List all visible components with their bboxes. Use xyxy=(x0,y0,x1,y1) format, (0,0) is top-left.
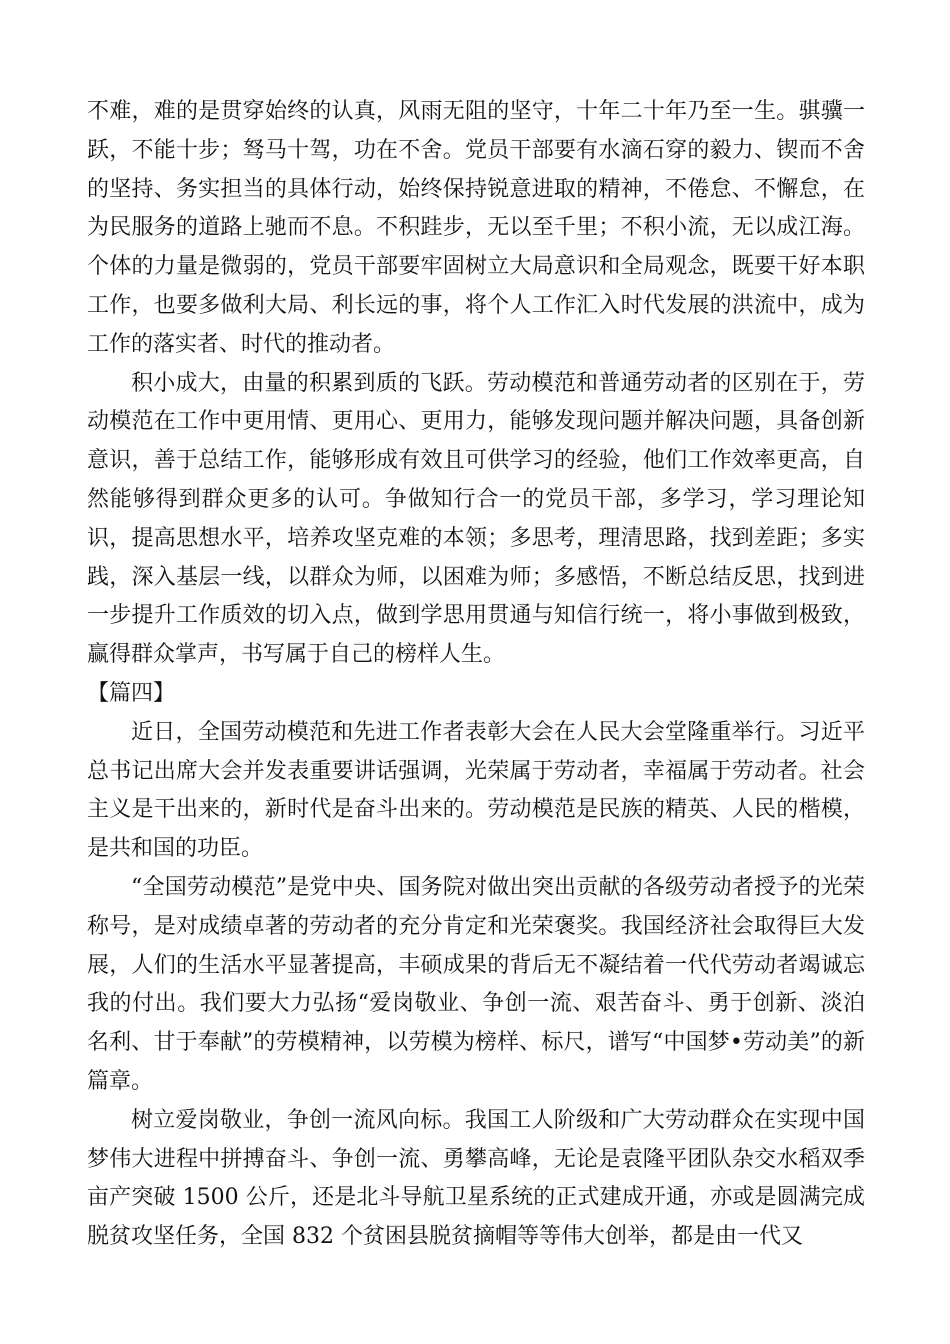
paragraph-honor-title: “全国劳动模范”是党中央、国务院对做出突出贡献的各级劳动者授予的光荣称号，是对成绩卓著的劳动者的充分肯定和光荣褒奖。我国经济社会取得巨大发展，人们的生活水平显著提高，丰硕成果的背后无不凝结着一代代劳动者竭诚忘我的付出。我们要大力弘扬“爱岗敬业、争创一流、艰苦奋斗、勇于创新、淡泊名利、甘于奉献”的劳模精神，以劳模为榜样、标尺，谱写“中国梦•劳动美”的新篇章。 xyxy=(87,874,865,1094)
paragraph-dedication: 树立爱岗敬业，争创一流风向标。我国工人阶级和广大劳动群众在实现中国梦伟大进程中拼搏奋斗、争创一流、勇攀高峰，无论是袁隆平团队杂交水稻双季亩产突破 1500 公斤，还是北斗导航卫星系统的正式建成开通，亦或是圆满完成脱贫攻坚任务，全国 832 个贫困县脱贫摘帽等等伟大创举，都是由一代又 xyxy=(87,1107,865,1250)
paragraph-continuation: 不难，难的是贯穿始终的认真，风雨无阻的坚守，十年二十年乃至一生。骐骥一跃，不能十步；驽马十驾，功在不舍。党员干部要有水滴石穿的毅力、锲而不舍的坚持、务实担当的具体行动，始终保持锐意进取的精神，不倦怠、不懈怠，在为民服务的道路上驰而不息。不积跬步，无以至千里；不积小流，无以成江海。个体的力量是微弱的，党员干部要牢固树立大局意识和全局观念，既要干好本职工作，也要多做利大局、利长远的事，将个人工作汇入时代发展的洪流中，成为工作的落实者、时代的推动者。 xyxy=(87,99,865,357)
document-body xyxy=(87,93,865,1257)
section-heading: 【篇四】 xyxy=(87,680,176,706)
paragraph-model-workers: 积小成大，由量的积累到质的飞跃。劳动模范和普通劳动者的区别在于，劳动模范在工作中更用情、更用心、更用力，能够发现问题并解决问题，具备创新意识，善于总结工作，能够形成有效且可供学习的经验，他们工作效率更高，自然能够得到群众更多的认可。争做知行合一的党员干部，多学习，学习理论知识，提高思想水平，培养攻坚克难的本领；多思考，理清思路，找到差距；多实践，深入基层一线，以群众为师，以困难为师；多感悟，不断总结反思，找到进一步提升工作质效的切入点，做到学思用贯通与知信行统一，将小事做到极致，赢得群众掌声，书写属于自己的榜样人生。 xyxy=(87,370,865,668)
paragraph-conference: 近日，全国劳动模范和先进工作者表彰大会在人民大会堂隆重举行。习近平总书记出席大会并发表重要讲话强调，光荣属于劳动者，幸福属于劳动者。社会主义是干出来的，新时代是奋斗出来的。劳动模范是民族的精英、人民的楷模，是共和国的功臣。 xyxy=(87,719,865,862)
